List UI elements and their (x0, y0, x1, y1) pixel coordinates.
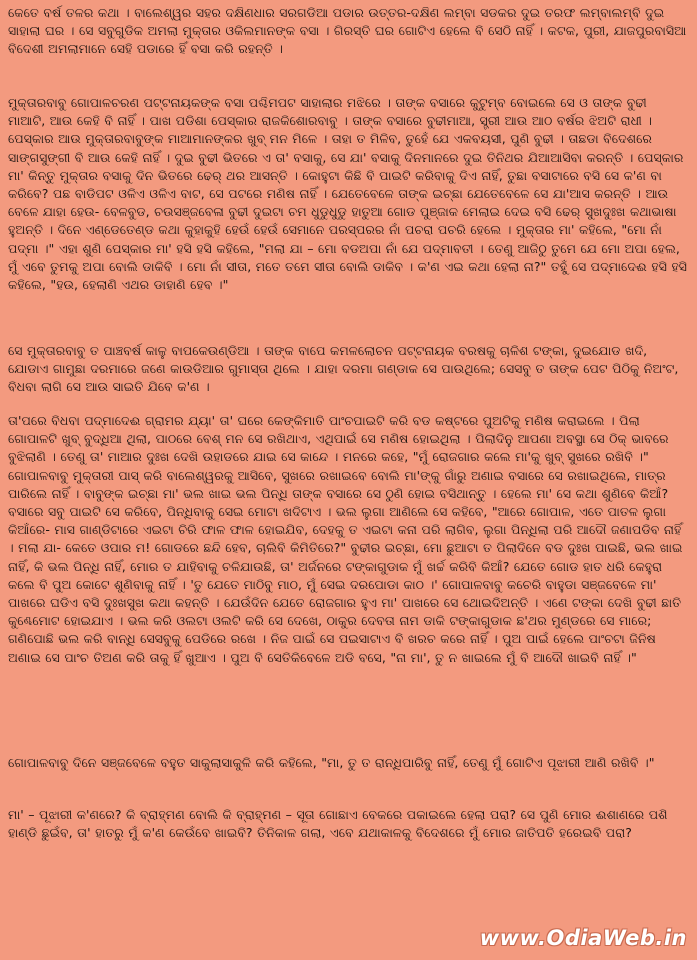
paragraph-6: ମା' – ପୂଝାରୀ କ'ଣରେ? କି ବ୍ରାହ୍ମଣ ବୋଲି କି ବ୍ରାହ୍ମଣ – ସୂତା ଗୋଛାଏ ବେକରେ ପକାଇଲେ ହେଲା ପରା? ସେ ପୁଣି ମୋର ଈଶାଣରେ ପଶି ହାଣ୍ଡି ଛୁଇଁବ, ତା' ହାତରୁ ମୁଁ କ'ଣ କେଉଁବେ ଖାଇବି? ତିନିକାଳ ଗଲା, ଏବେ ଯଥାକାଳକୁ ବିଦେଶରେ ମୁଁ ମୋର ଜାତିପତି ହରେଇବି ପରା? (8, 807, 668, 841)
paragraph-4: ତା'ପରେ ବିଧବା ପଦ୍ମାଦେଈ ଗ୍ରାମର ଯ୍ୟା' ତା' ଘରେ କେଙ୍କିମାତି ପାଂଚପାଇଟି କରି ବଡ କଷ୍ଟରେ ପୁଅଟିକୁ ମଣିଷ କରାଇଲେ । ପିଲା ଗୋପାଳଟି ଖୁବ୍ ବୁଦ୍ଧିଆ ଥିଲା, ପାଠରେ ବେଶ୍ ମନ ସେ ରଖିଥାଏ, ଏଥିପାଇଁ ସେ ମଣିଷ ହୋଇଥିଲା । ପିଲାଦିନୁ ଆପଣା ଅବସ୍ଥା ସେ ଠିକ୍ ଭାବରେ ବୁଝିଲାଣି । ତେଣୁ ତା' ମାଆର ଦୁଃଖ ଦେଖି ଉହାଡରେ ଯାଇ ସେ କାନ୍ଦେ । ମନରେ କହେ, "ମୁଁ ରୋଜଗାର କଲେ ମା'କୁ ଖୁବ୍ ସୁଖରେ ରଖିବି ।" ଗୋପାଳବାବୁ ମୁକ୍ତାରୀ ପାସ୍ କରି ବାଲେଶ୍ୱରକୁ ଆସିବେ, ସୁଖରେ ରଖାଇବେ ବୋଲି ମା'ଙ୍କୁ ଗାଁରୁ ଅଣାଇ ବସାରେ ସେ ରଖାଇଥିଲେ, ମାତ୍ର ପାରିଲେ ନାହିଁ । ବାବୁଙ୍କ ଇଚ୍ଛା ମା' ଭଲ ଖାଇ ଭଲ ପିନ୍ଧି ତାଙ୍କ ବସାରେ ସେ ଠୁଣି ହୋଇ ବସିଥାନ୍ତୁ । ହେଲେ ମା' ସେ କଥା ଶୁଣିବେ କିଆଁ? ବସାରେ ସବୁ ପାଇଟି ସେ କରିବେ, ପିନ୍ଧିବାକୁ ସେଇ ମୋଟା ଖଦିଟାଏ । ଭଲ ଲୁଗା ଆଣିଲେ ସେ କହିବେ, "ଆରେ ଗୋପାଳ, ଏତେ ପାତଳ ଲୁଗା କିଆଁରେ- ମାସ ଗାଣ୍ଡିଟାରେ ଏଇଟା ଚିରି ଫାଳ ଫାଳ ହୋଇଯିବ, ଦେହକୁ ତ ଏଇଟା କନା ପରି ଲାଗିବ, ଲୁଗା ପିନ୍ଧିଲା ପରି ଆଦୌ ଜଣାପଡିବ ନାହିଁ । ମଲା ଯା- କେତେ ଓପାର ମ! ଗୋଡରେ ଛନ୍ଦି ହେବ, ଚାଲିବି କିମିତିରେ?" ବୁଢୀର ଇଚ୍ଛା, ମୋ ଛୁଆଟା ତ ପିଲାଦିନେ ବଡ ଦୁଃଖ ପାଇଛି, ଭଲ ଖାଇ ନାହିଁ, କି ଭଲ ପିନ୍ଧି ନାହିଁ, ମୋର ତ ଯାହିବାକୁ ଚଳିଯାଉଛି, ତା' ଅର୍ଜନରେ ଟଙ୍କାଗୁଡାକ ମୁଁ ଖର୍ଚ୍ଚ କରିବି କିଆଁ? ଯେତେ ଗୋଡ ହାତ ଧରି କେହୁରା କଲେ ବି ପୁଅ କୋଟେ ଶୁଣିବାକୁ ନାହିଁ । 'ତୁ ଯେତେ ମାଠିବୁ ମାଠ, ମୁଁ ସେଇ ଦରପୋଡା କାଠ ।' ଗୋପାଳବାବୁ କଚେରି ବାହୁଡା ସଞ୍ଜବେଳେ ମା' ପାଖରେ ଘଡିଏ ବସି ଦୁଃଖସୁଖ କଥା କହନ୍ତି । ଯେଉଁଦିନ ଯେତେ ରୋଜଗାର ହୁଏ ମା' ପାଖରେ ସେ ଥୋଇଦିଅନ୍ତି । ଏଣେ ଟଙ୍କା ଦେଖି ବୁଢୀ ଛାତି କୁଣ୍ଢେମୋଟ ହୋଇଯାଏ । ଭଲ କରି ଓଲଟା ଓଲଟି କରି ସେ ଦେଖେ, ଠାକୁର ଦେବତା ନାମ ଡାକି ଟଙ୍କାଗୁଡାକ ଛ'ଥର ମୁଣ୍ଡରେ ସେ ମାରେ; ଗଣିପୋଛି ଭଲ କରି ବାନ୍ଧି ସେସବୁକୁ ପେଡିରେ ରଖେ । ନିଜ ପାଇଁ ସେ ପଇସାଟାଏ ବି ଖରଚ କରେ ନାହିଁ । ପୁଅ ପାଇଁ ହେଲେ ପାଂଚଟା ଜିନିଷ ଅଣାଇ ସେ ପାଂଚ ତିଅଣ କରି ତାକୁ ହିଁ ଖୁଆଏ । ପୁଅ ବି ସେତିକିବେଳେ ଅଡି ବସେ, "ନା ମା', ତୁ ନ ଖାଇଲେ ମୁଁ ବି ଆଦୌ ଖାଇବି ନାହିଁ ।" (8, 413, 683, 665)
paragraph-1: କେତେ ବର୍ଷ ତଳର କଥା । ବାଲେଶ୍ୱର ସହର ଦକ୍ଷିଣଧାର ସରଗଡିଆ ପଡାର ଉତ୍ତର-ଦକ୍ଷିଣ ଲମ୍ବା ସଡକର ଦୁଇ ତରଫ ଲମ୍ବାଲମ୍ବି ଦୁଇ ସାହାଲା ଘର । ସେ ସବୁଗୁଡିକ ଅମଲା ମୁକ୍ତାର ଓକିଲମାନଙ୍କ ବସା । ଗିରସ୍ତି ଘର ଗୋଟିଏ ହେଲେ ବି ସେଠି ନାହିଁ । କଟକ, ପୁରୀ, ଯାଜପୁରବାସିଆ ବିଦେଶୀ ଅମଲାମାନେ ସେହି ପଡାରେ ହିଁ ବସା କରି ରହନ୍ତି । (8, 5, 687, 57)
paragraph-3: ସେ ମୁକ୍ତାରବାବୁ ତ ପାଞ୍ଚବର୍ଷ କାଳୁ ବାପକେଉଣ୍ଡିଆ । ତାଙ୍କ ବାପେ କମଳଲୋଚନ ପଟ୍ଟନାୟକ ବରଷକୁ ଚାଳିଶ ଟଙ୍କା, ଦୁଇଯୋଡ ଖଦି, ଯୋଡାଏ ଗାମୁଛା ଦରମାରେ ଜଣେ କାଉଡିଆର ଗୁମାସ୍ତା ଥିଲେ । ଯାହା ଦରମା ଗଣ୍ଡାକ ସେ ପାଉଥିଲେ; ସେସବୁ ତ ତାଙ୍କ ପେଟ ପିଠିକୁ ନିଅଂଟ, ବିଧବା ଲାଗି ସେ ଆଉ ସାଇତି ଯିବେ କ'ଣ । (8, 343, 679, 395)
site-watermark: www.OdiaWeb.in (479, 926, 687, 950)
paragraph-2: ମୁକ୍ତାରବାବୁ ଗୋପାଳଚରଣ ପଟ୍ଟନାୟକଙ୍କ ବସା ପଶ୍ଚିମପଟ ସାହାଲାର ମଝିରେ । ତାଙ୍କ ବସାରେ କୁଟୁମ୍ବ ବୋଇଲେ ସେ ଓ ତାଙ୍କ ବୁଢୀ ମାଆଟି, ଆଉ କେହି ବି ନାହିଁ । ପାଖ ପଡିଶା ପେସ୍କାର ରାଜକିଶୋରବାବୁ । ତାଙ୍କ ବସାରେ ବୁଢୀମାଆ, ସ୍ତ୍ରୀ ଆଉ ଆଠ ବର୍ଷର ଝିଅଟି ରାଧୀ । ପେସ୍କାର ଆଉ ମୁକ୍ତାରବାବୁଙ୍କ ମାଆମାନଙ୍କର ଖୁବ୍ ମନ ମିଳେ । ତାହା ତ ମିଳିବ, ତୁହେଁ ଯେ ଏକବୟସୀ, ପୁଣି ବୁଢୀ । ତାଛଡା ବିଦେଶରେ ସାଙ୍ଗସୁଙ୍ଗୀ ବି ଆଉ କେହି ନାହିଁ । ଦୁଇ ବୁଢୀ ଭିତରେ ଏ ତା' ବସାକୁ, ସେ ଯା' ବସାକୁ ଦିନମାନରେ ଦୁଇ ତିନିଥର ଯିଆଆସିବା କରନ୍ତି । ପେସ୍କାର ମା' କିନ୍ତୁ ମୁକ୍ତାର ବସାକୁ ଦିନ ଭିତରେ ଢେର୍ ଥର ଆସନ୍ତି । କୋହୁଟା କିଛି ବି ପାଇଟି କରିବାକୁ ଦିଏ ନାହିଁ, ତୁଛା ବସାଟାରେ ବସି ସେ କ'ଣ ବା କରିବେ? ପଛ ବାଡିପଟ ଓଳିଏ ଓଳିଏ ବାଟ, ସେ ପଟରେ ମଣିଷ ନାହିଁ । ଯେତେବେଳେ ତାଙ୍କ ଇଚ୍ଛା ଯେତେବେଳେ ସେ ଯା'ଆସ କରନ୍ତି । ଆଉ ବେଳେ ଯାହା ହେଉ- ବେଳବୁଡ, ଚଉସଞ୍ଜବେଳା ବୁଢୀ ଦୁଇଟା ଚମ ଧୁଡୁଧୁଡୁ ହାତୁଆ ଗୋଡ ପୁଞ୍ଜାକ ମେଲାଇ ଦେଇ ବସି ଢେର୍ ସୁଖଦୁଃଖ କଥାଭାଷା ହୁଅନ୍ତି । ଦିନେ ଏଣ୍ଡେତେଣ୍ଡ କଥା କୁହାକୁହି ହେଉଁ ହେଉଁ ସେମାନେ ପରସ୍ପରର ନାଁ ପଚରା ପଚରି ହେଲେ । ମୁକ୍ତାର ମା' କହିଲେ, "ମୋ ନାଁ ପଦ୍ମା ।" ଏହା ଶୁଣି ପେସ୍କାର ମା' ହସି ହସି କହିଲେ, "ମଲା ଯା – ମୋ ବଡଅପା ନାଁ ଯେ ପଦ୍ମାବତୀ । ତେଣୁ ଆଜିଠୁ ତୁମେ ଯେ ମୋ ଅପା ହେଲ, ମୁଁ ଏବେ ତୁମକୁ ଅପା ବୋଲି ଡାକିବି । ମୋ ନାଁ ସୀତା, ମତେ ତମେ ସୀତା ବୋଲି ଡାକିବ । କ'ଣ ଏଇ କଥା ହେଲା ନା?" ତହୁଁ ସେ ପଦ୍ମାଦେଈ ହସି ହସି କହିଲେ, "ହଉ, ହେଲାଣି ଏଥର ଡାହାଣି ହେବ ।" (8, 95, 688, 293)
paragraph-5: ଗୋପାଳବାବୁ ଦିନେ ସଞ୍ଜବେଳେ ବହୁତ ସାକୁଲାସାକୁଳି କରି କହିଲେ, "ମା, ତୁ ତ ରାନ୍ଧିପାରିବୁ ନାହିଁ, ତେଣୁ ମୁଁ ଗୋଟିଏ ପୂଝାରୀ ଆଣି ରଖିବି ।" (8, 755, 655, 770)
